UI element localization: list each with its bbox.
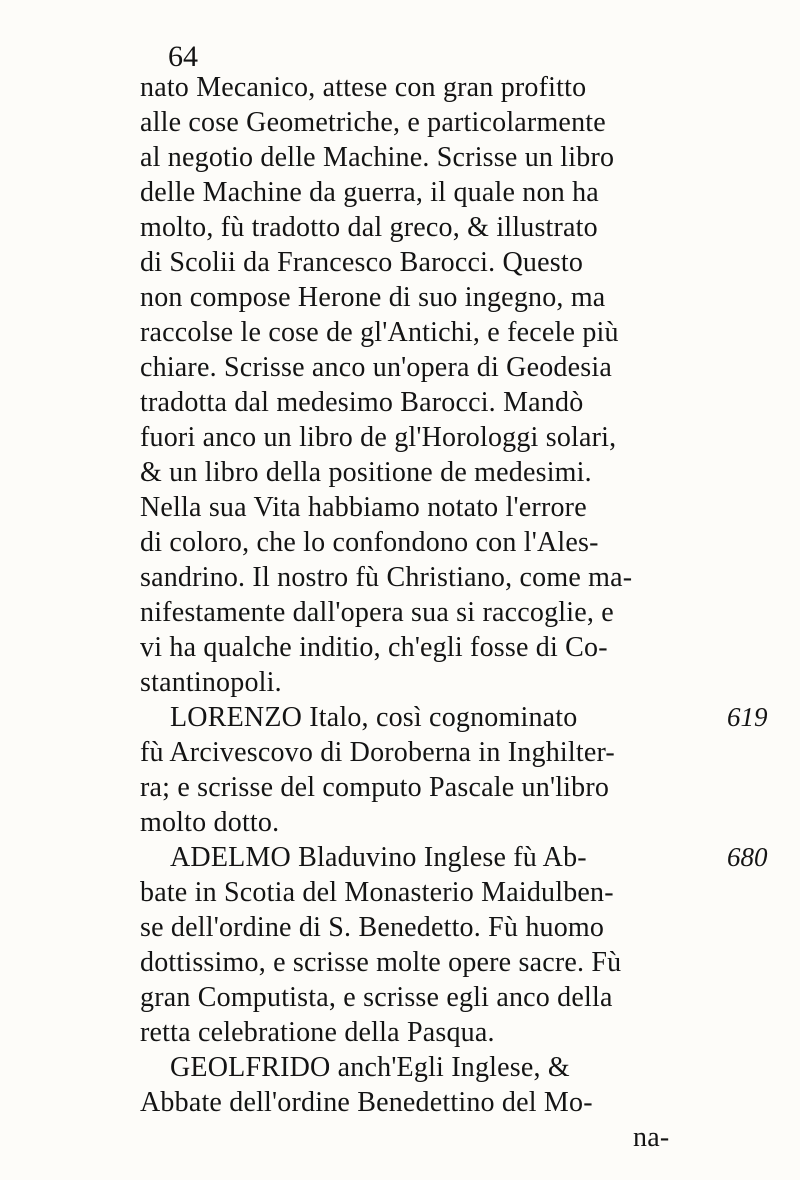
text-line: gran Computista, e scrisse egli anco della: [140, 982, 613, 1013]
text-line: se dell'ordine di S. Benedetto. Fù huomo: [140, 912, 605, 943]
page-number: 64: [168, 40, 198, 73]
text-line: vi ha qualche inditio, ch'egli fosse di Co-: [140, 632, 608, 663]
text-line: & un libro della positione de medesimi.: [140, 457, 592, 488]
text-line: alle cose Geometriche, e particolarmente: [140, 107, 606, 138]
text-line: stantinopoli.: [140, 667, 282, 698]
text-line: Abbate dell'ordine Benedettino del Mo-: [140, 1087, 593, 1118]
text-line: delle Machine da guerra, il quale non ha: [140, 177, 599, 208]
text-line: GEOLFRIDO anch'Egli Inglese, &: [170, 1052, 570, 1083]
text-line: molto, fù tradotto dal greco, & illustrato: [140, 212, 598, 243]
text-line: raccolse le cose de gl'Antichi, e fecele più: [140, 317, 619, 348]
text-line: ra; e scrisse del computo Pascale un'libro: [140, 772, 610, 803]
text-line: al negotio delle Machine. Scrisse un libro: [140, 142, 615, 173]
text-line: fuori anco un libro de gl'Horologgi solari,: [140, 422, 617, 453]
margin-year-note: 680: [727, 842, 768, 872]
text-line: na-: [633, 1122, 670, 1153]
text-line: tradotta dal medesimo Barocci. Mandò: [140, 387, 584, 418]
text-line: dottissimo, e scrisse molte opere sacre. Fù: [140, 947, 622, 978]
text-line: LORENZO Italo, così cognominato: [170, 702, 578, 733]
text-line: retta celebratione della Pasqua.: [140, 1017, 495, 1048]
text-line: nifestamente dall'opera sua si raccoglie, e: [140, 597, 614, 628]
text-line: molto dotto.: [140, 807, 280, 838]
text-line: di coloro, che lo confondono con l'Ales-: [140, 527, 599, 558]
margin-year-note: 619: [727, 702, 768, 732]
text-line: sandrino. Il nostro fù Christiano, come ma-: [140, 562, 633, 593]
text-line: di Scolii da Francesco Barocci. Questo: [140, 247, 584, 278]
text-line: bate in Scotia del Monasterio Maidulben-: [140, 877, 614, 908]
text-line: chiare. Scrisse anco un'opera di Geodesia: [140, 352, 612, 383]
text-line: Nella sua Vita habbiamo notato l'errore: [140, 492, 587, 523]
text-line: fù Arcivescovo di Doroberna in Inghilter-: [140, 737, 615, 768]
text-line: ADELMO Bladuvino Inglese fù Ab-: [170, 842, 587, 873]
text-line: non compose Herone di suo ingegno, ma: [140, 282, 606, 313]
text-line: nato Mecanico, attese con gran profitto: [140, 72, 587, 103]
